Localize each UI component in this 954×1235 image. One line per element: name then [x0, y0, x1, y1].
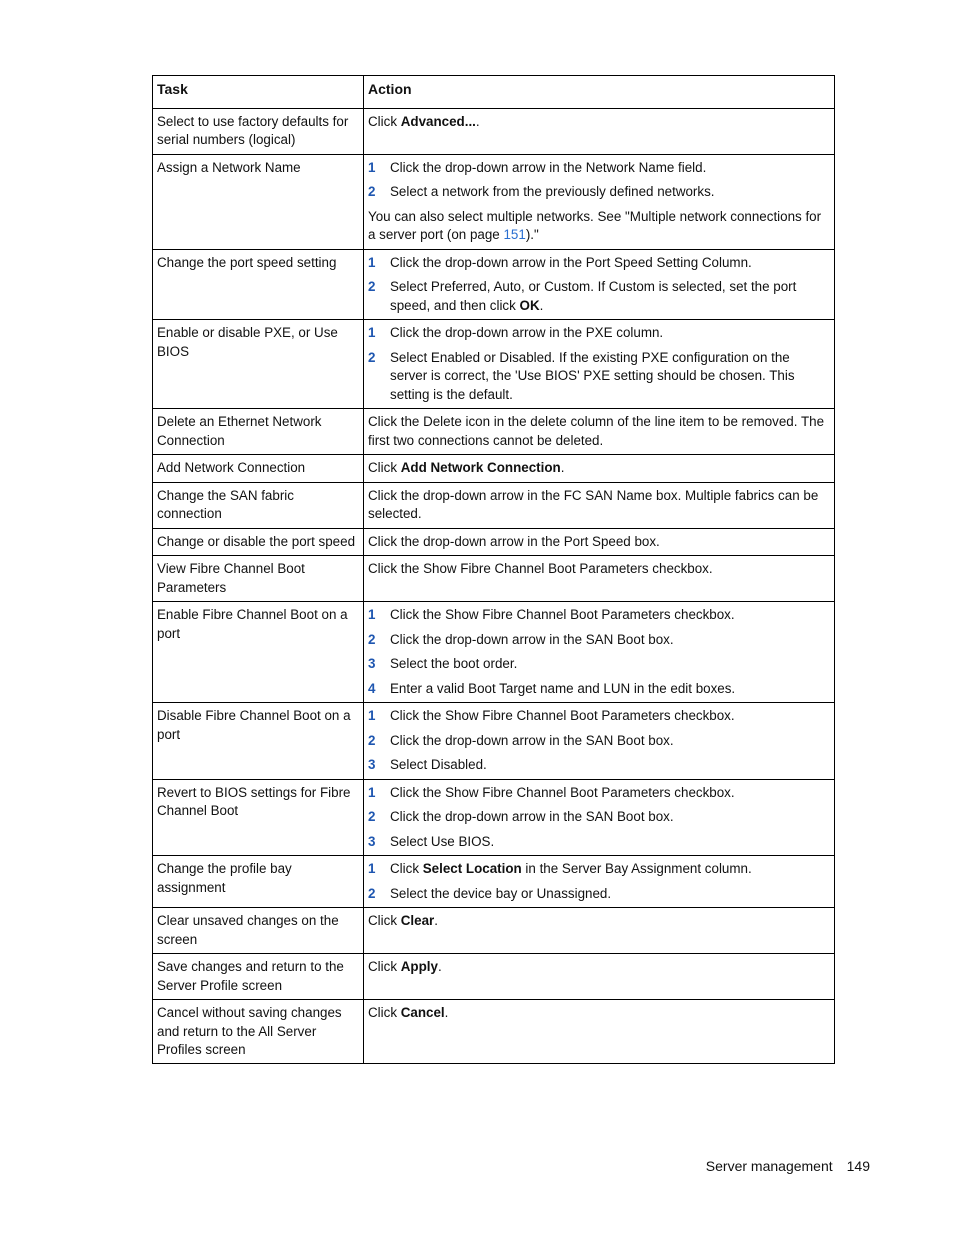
step-text: Click the drop-down arrow in the SAN Boot box.: [390, 631, 674, 647]
step-item: [368, 349, 830, 405]
step-number: 1: [368, 325, 376, 340]
step-number: 1: [368, 784, 376, 800]
ui-term: OK: [519, 297, 540, 313]
action-cell: Click the drop-down arrow in the FC SAN Name box. Multiple fabrics can be selected.: [364, 482, 835, 528]
page-number: 149: [846, 1158, 870, 1174]
action-text: .: [475, 113, 480, 129]
step-text: Click the Show Fibre Channel Boot Parameters checkbox.: [390, 607, 735, 622]
step-text: Select the device bay or Unassigned.: [390, 885, 612, 901]
note-text: [368, 208, 830, 245]
step-item: [368, 324, 830, 343]
action-cell: [364, 320, 835, 409]
step-item: [368, 808, 830, 827]
action-cell: [364, 249, 835, 320]
step-number: 2: [368, 631, 376, 647]
task-cell: Save changes and return to the Server Profile screen: [153, 954, 364, 1000]
table-row: [153, 954, 835, 1000]
step-number: 3: [368, 656, 376, 671]
step-text-end: in the Server Bay Assignment column.: [521, 861, 752, 876]
step-text: Select Disabled.: [390, 757, 487, 772]
step-number: 2: [368, 279, 376, 294]
step-text: Select Use BIOS.: [390, 833, 495, 849]
ui-term: Clear: [400, 913, 435, 928]
column-header-task: Task: [153, 76, 364, 109]
step-text: Select Enabled or Disabled. If the existing PXE configuration on the server is correct, the 'Use BIOS' PXE setting should be chosen. This setting is the default.: [390, 349, 795, 402]
ui-term: Select Location: [422, 861, 522, 876]
step-list: [368, 860, 830, 903]
action-cell: [364, 154, 835, 249]
action-text: .: [437, 959, 442, 974]
page-footer: [706, 1158, 870, 1174]
step-number: 2: [368, 732, 376, 748]
table-row: [153, 856, 835, 908]
ui-term: Apply: [400, 959, 438, 974]
step-text: Click: [390, 861, 423, 876]
action-cell: Click the drop-down arrow in the Port Speed box.: [364, 528, 835, 556]
task-cell: Disable Fibre Channel Boot on a port: [153, 703, 364, 780]
table-row: [153, 249, 835, 320]
step-text: Select a network from the previously defined networks.: [390, 184, 715, 199]
step-text: Select Preferred, Auto, or Custom. If Custom is selected, set the port speed, and then click: [390, 279, 797, 313]
step-text: Click the Show Fibre Channel Boot Parameters checkbox.: [390, 784, 735, 800]
step-number: 3: [368, 757, 376, 772]
step-item: [368, 756, 830, 775]
action-cell: [364, 602, 835, 703]
step-item: [368, 631, 830, 650]
task-action-table: [152, 75, 835, 1064]
footer-section-title: Server management: [705, 1158, 833, 1174]
table-row: [153, 108, 835, 154]
step-item: [368, 183, 830, 202]
table-row: [153, 320, 835, 409]
step-number: 2: [368, 809, 376, 824]
action-cell: [364, 1000, 835, 1064]
table-row: [153, 703, 835, 780]
step-number: 4: [368, 680, 376, 696]
ui-term: Add Network Connection: [400, 460, 561, 475]
note-text-start: You can also select multiple networks. See "Multiple network connections for a server port (on page: [368, 208, 822, 242]
task-cell: Select to use factory defaults for serial numbers (logical): [153, 108, 364, 154]
action-text: Click: [368, 1005, 401, 1020]
step-number: 1: [368, 607, 376, 622]
action-cell: [364, 779, 835, 856]
step-item: [368, 833, 830, 852]
step-list: [368, 707, 830, 775]
action-text: Click: [368, 913, 401, 928]
step-text: Click the drop-down arrow in the PXE column.: [390, 325, 664, 340]
table-row: [153, 154, 835, 249]
action-text: .: [444, 1005, 449, 1020]
action-cell: [364, 908, 835, 954]
step-item: [368, 278, 830, 315]
action-text: Click: [368, 113, 401, 129]
task-cell: Assign a Network Name: [153, 154, 364, 249]
step-number: 1: [368, 861, 376, 876]
step-text: Click the Show Fibre Channel Boot Parameters checkbox.: [390, 708, 735, 723]
table-row: [153, 528, 835, 556]
task-cell: Delete an Ethernet Network Connection: [153, 409, 364, 455]
action-cell: [364, 108, 835, 154]
step-text: Click the drop-down arrow in the SAN Boot box.: [390, 809, 674, 824]
task-cell: Enable or disable PXE, or Use BIOS: [153, 320, 364, 409]
table-row: [153, 556, 835, 602]
step-item: [368, 680, 830, 699]
task-cell: Revert to BIOS settings for Fibre Channel Boot: [153, 779, 364, 856]
action-text: .: [560, 460, 565, 475]
step-number: 1: [368, 254, 376, 270]
action-cell: [364, 455, 835, 483]
step-text: Click the drop-down arrow in the Port Speed Setting Column.: [390, 254, 752, 270]
step-item: [368, 732, 830, 751]
step-number: 2: [368, 184, 376, 199]
task-cell: Add Network Connection: [153, 455, 364, 483]
step-number: 1: [368, 159, 376, 175]
step-list: [368, 159, 830, 202]
table-row: [153, 455, 835, 483]
step-list: [368, 254, 830, 316]
action-cell: [364, 703, 835, 780]
table-row: [153, 482, 835, 528]
step-list: [368, 606, 830, 698]
step-item: [368, 159, 830, 178]
step-text: Click the drop-down arrow in the SAN Boot box.: [390, 732, 674, 748]
step-item: [368, 860, 830, 879]
step-text: Enter a valid Boot Target name and LUN in the edit boxes.: [390, 680, 736, 696]
action-cell: Click the Show Fibre Channel Boot Parameters checkbox.: [364, 556, 835, 602]
action-cell: Click the Delete icon in the delete column of the line item to be removed. The first two connections cannot be deleted.: [364, 409, 835, 455]
task-cell: Change the port speed setting: [153, 249, 364, 320]
step-item: [368, 606, 830, 625]
table-row: [153, 602, 835, 703]
step-item: [368, 784, 830, 803]
step-text: Select the boot order.: [390, 656, 518, 671]
column-header-action: Action: [364, 76, 835, 109]
table-row: [153, 779, 835, 856]
step-list: [368, 324, 830, 404]
task-cell: Clear unsaved changes on the screen: [153, 908, 364, 954]
page-link[interactable]: 151: [503, 227, 526, 242]
step-text-end: .: [539, 297, 544, 313]
step-item: [368, 655, 830, 674]
step-text: Click the drop-down arrow in the Network Name field.: [390, 159, 707, 175]
step-number: 2: [368, 349, 376, 365]
action-cell: [364, 954, 835, 1000]
action-cell: [364, 856, 835, 908]
task-cell: View Fibre Channel Boot Parameters: [153, 556, 364, 602]
step-list: [368, 784, 830, 852]
table-row: [153, 1000, 835, 1064]
step-number: 1: [368, 708, 376, 723]
action-text: .: [434, 913, 438, 928]
ui-term: Cancel: [400, 1005, 445, 1020]
table-row: [153, 908, 835, 954]
step-item: [368, 707, 830, 726]
action-text: Click: [368, 460, 401, 475]
task-cell: Change the SAN fabric connection: [153, 482, 364, 528]
note-text-end: ).": [525, 227, 539, 242]
step-item: [368, 254, 830, 273]
table-row: [153, 409, 835, 455]
task-cell: Change the profile bay assignment: [153, 856, 364, 908]
ui-term: Advanced...: [400, 113, 476, 129]
task-cell: Cancel without saving changes and return to the All Server Profiles screen: [153, 1000, 364, 1064]
task-cell: Enable Fibre Channel Boot on a port: [153, 602, 364, 703]
task-cell: Change or disable the port speed: [153, 528, 364, 556]
step-item: [368, 885, 830, 904]
step-number: 3: [368, 833, 376, 849]
action-text: Click: [368, 959, 401, 974]
step-number: 2: [368, 885, 376, 901]
table-header-row: [153, 76, 835, 109]
